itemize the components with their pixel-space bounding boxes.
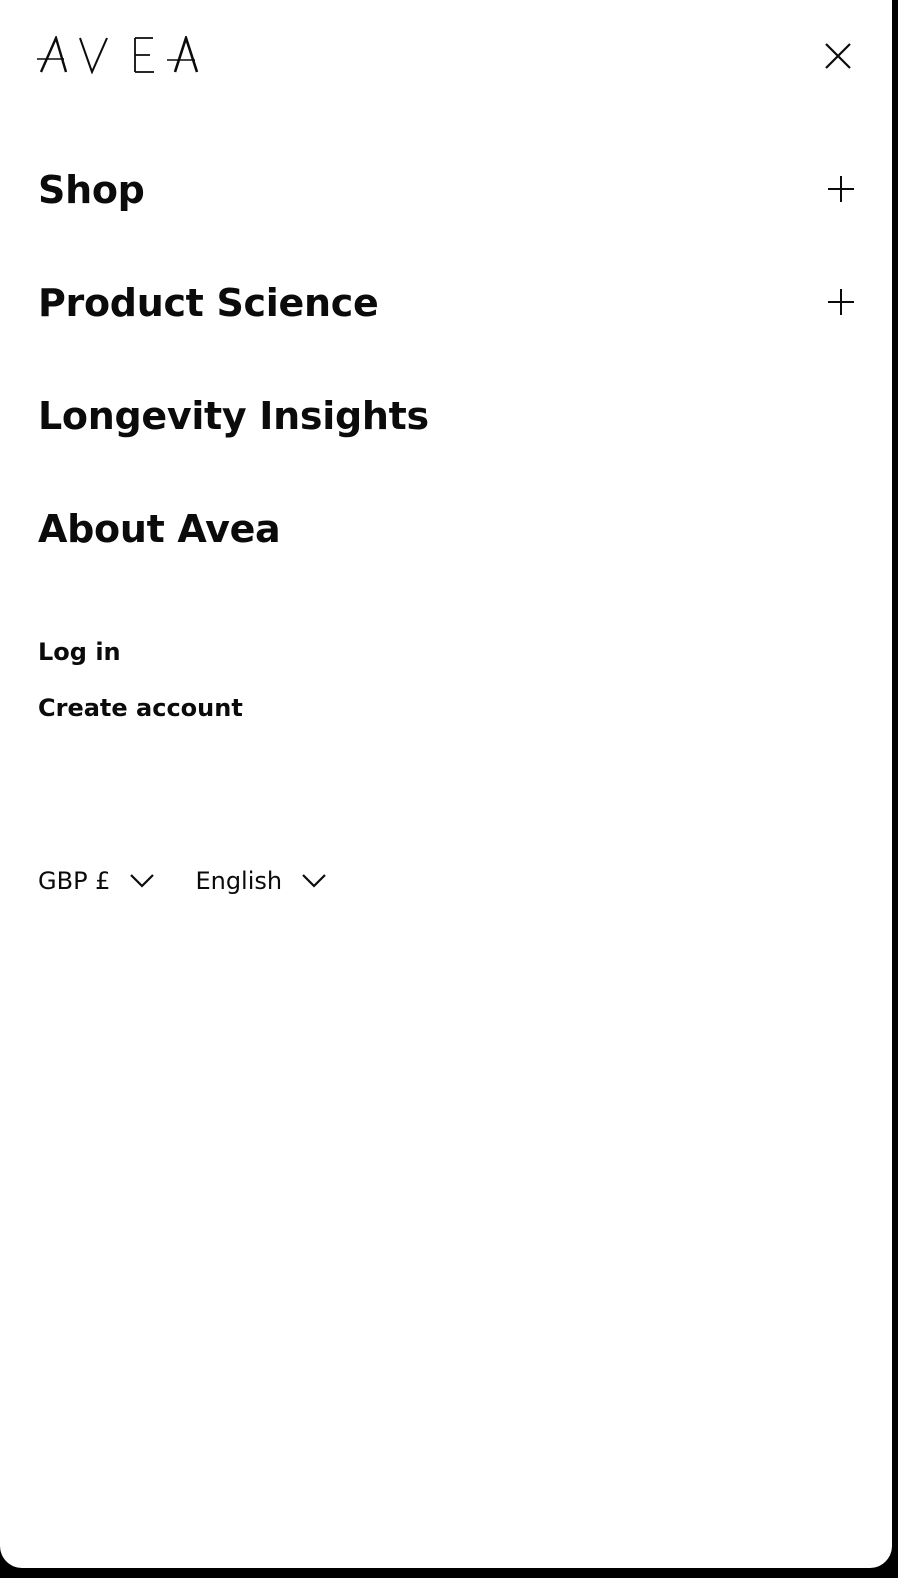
create-account-link[interactable]: Create account [38, 694, 243, 722]
main-navigation [38, 160, 854, 612]
nav-item-about-avea[interactable] [38, 499, 854, 612]
currency-selector[interactable] [38, 864, 154, 898]
login-link[interactable]: Log in [38, 638, 121, 666]
language-selector[interactable] [195, 864, 326, 898]
chevron-down-icon [302, 874, 326, 888]
nav-item-label: Longevity Insights [38, 394, 429, 438]
language-value: English [195, 867, 283, 895]
currency-value: GBP £ [38, 867, 111, 895]
nav-item-label: Product Science [38, 281, 379, 325]
nav-item-label: Shop [38, 168, 145, 212]
plus-icon[interactable] [828, 288, 854, 316]
chevron-down-icon [130, 874, 154, 888]
account-links [38, 636, 243, 748]
nav-item-product-science[interactable] [38, 273, 854, 386]
avea-logo[interactable] [37, 36, 199, 74]
plus-icon[interactable] [828, 175, 854, 203]
localization-selectors [38, 864, 326, 898]
nav-item-shop[interactable] [38, 160, 854, 273]
close-icon[interactable] [824, 42, 852, 70]
nav-item-label: About Avea [38, 507, 281, 551]
nav-item-longevity-insights[interactable] [38, 386, 854, 499]
